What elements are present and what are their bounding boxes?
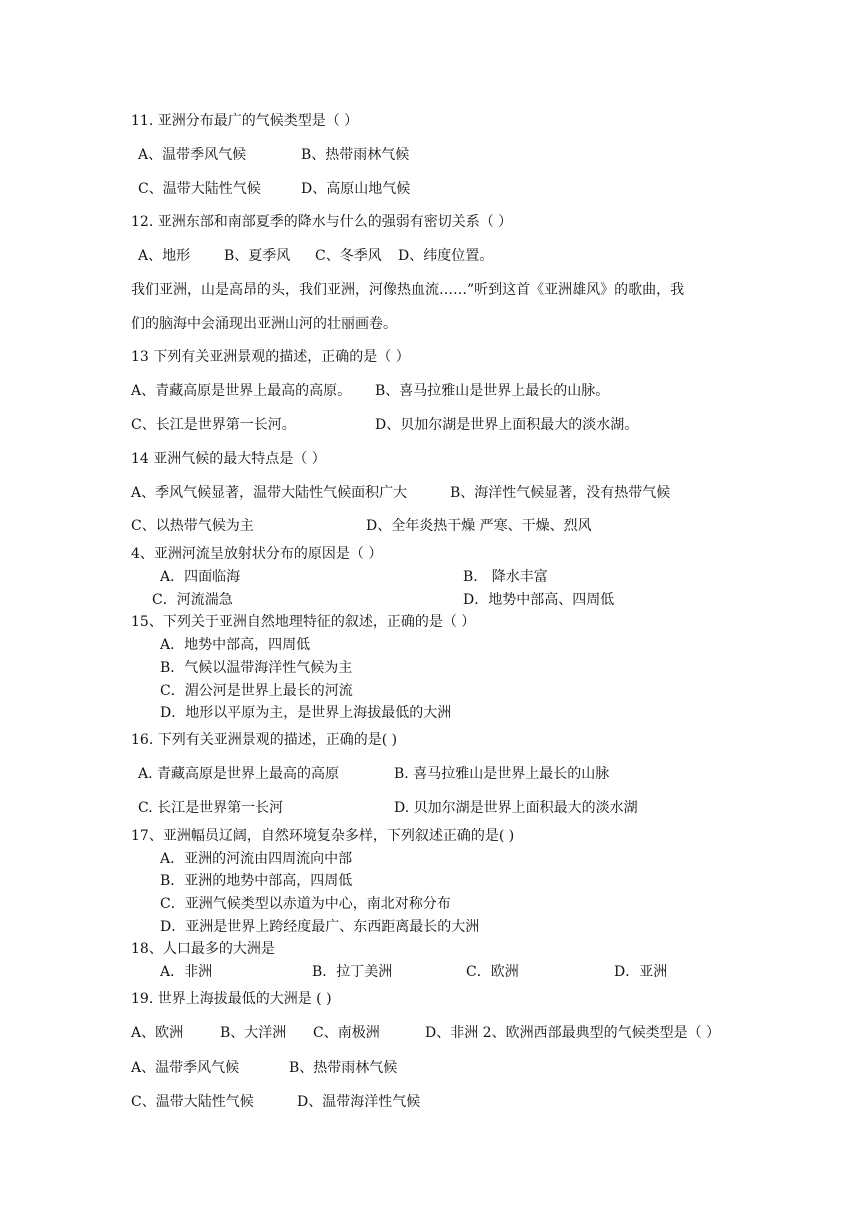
question-15-option-b: B．气候以温带海洋性气候为主: [160, 660, 353, 676]
question-11-option-d: D、高原山地气候: [301, 181, 411, 197]
question-15-option-d: D．地形以平原为主，是世界上海拔最低的大洲: [160, 705, 452, 721]
question-19-option-a: A、欧洲: [131, 1025, 184, 1041]
question-19-stem: 19. 世界上海拔最低的大洲是 ( ): [131, 991, 332, 1007]
passage-line-2: 们的脑海中会涌现出亚洲山河的壮丽画卷。: [131, 316, 397, 332]
question-18-option-c: C．欧洲: [466, 964, 519, 980]
question-11-option-a: A、温带季风气候: [138, 147, 247, 163]
question-12-option-a: A、地形: [138, 248, 191, 264]
question-18-option-b: B．拉丁美洲: [312, 964, 393, 980]
question-16-option-b: B. 喜马拉雅山是世界上最长的山脉: [394, 766, 610, 782]
question-18-option-d: D．亚洲: [614, 964, 668, 980]
question-2-option-b: B、热带雨林气候: [289, 1060, 398, 1076]
question-13-option-c: C、长江是世界第一长河。: [131, 417, 296, 433]
question-17-option-b: B．亚洲的地势中部高，四周低: [160, 873, 353, 889]
question-16-option-d: D. 贝加尔湖是世界上面积最大的淡水湖: [394, 800, 638, 816]
question-11-stem: 11. 亚洲分布最广的气候类型是（ ）: [131, 113, 359, 129]
question-17-option-d: D．亚洲是世界上跨经度最广、东西距离最长的大洲: [160, 919, 480, 935]
question-16-stem: 16. 下列有关亚洲景观的描述，正确的是( ): [131, 732, 398, 748]
question-18-option-a: A．非洲: [160, 964, 213, 980]
question-17-stem: 17、亚洲幅员辽阔，自然环境复杂多样，下列叙述正确的是( ): [131, 828, 515, 844]
question-16-option-a: A. 青藏高原是世界上最高的高原: [138, 766, 340, 782]
question-11-option-b: B、热带雨林气候: [301, 147, 410, 163]
passage-line-1: 我们亚洲，山是高昂的头，我们亚洲，河像热血流……”听到这首《亚洲雄风》的歌曲，我: [131, 282, 685, 298]
question-14-stem: 14 亚洲气候的最大特点是（ ）: [131, 451, 326, 467]
question-11-option-c: C、温带大陆性气候: [138, 181, 261, 197]
question-14-option-b: B、海洋性气候显著，没有热带气候: [450, 485, 671, 501]
question-13-stem: 13 下列有关亚洲景观的描述，正确的是（ ）: [131, 349, 410, 365]
question-4-option-d: D．地势中部高、四周低: [463, 592, 615, 608]
question-2-option-c: C、温带大陆性气候: [131, 1094, 254, 1110]
question-13-option-b: B、喜马拉雅山是世界上最长的山脉。: [375, 383, 610, 399]
question-18-stem: 18、人口最多的大洲是: [131, 941, 275, 957]
question-13-option-d: D、贝加尔湖是世界上面积最大的淡水湖。: [375, 417, 639, 433]
question-15-stem: 15、下列关于亚洲自然地理特征的叙述，正确的是（ ）: [131, 614, 476, 630]
question-4-option-a: A．四面临海: [160, 569, 241, 585]
question-17-option-a: A．亚洲的河流由四周流向中部: [160, 851, 353, 867]
question-4-option-b: B． 降水丰富: [463, 569, 548, 585]
question-16-option-c: C. 长江是世界第一长河: [138, 800, 284, 816]
question-14-option-c: C、以热带气候为主: [131, 518, 254, 534]
question-14-option-a: A、季风气候显著，温带大陆性气候面积广大: [131, 485, 408, 501]
question-12-option-b: B、夏季风: [224, 248, 291, 264]
question-19-option-d: D、非洲 2、欧洲西部最典型的气候类型是（ ）: [425, 1025, 721, 1041]
question-19-option-b: B、大洋洲: [220, 1025, 287, 1041]
question-15-option-c: C．湄公河是世界上最长的河流: [160, 683, 353, 699]
question-12-stem: 12. 亚洲东部和南部夏季的降水与什么的强弱有密切关系（ ）: [131, 214, 513, 230]
question-12-option-c: C、冬季风: [315, 248, 382, 264]
question-4-stem: 4、亚洲河流呈放射状分布的原因是（ ）: [131, 546, 383, 562]
question-2-option-d: D、温带海洋性气候: [297, 1094, 421, 1110]
question-13-option-a: A、青藏高原是世界上最高的高原。: [131, 383, 352, 399]
question-4-option-c: C．河流湍急: [152, 592, 233, 608]
question-15-option-a: A．地势中部高，四周低: [160, 637, 311, 653]
question-14-option-d: D、全年炎热干燥 严寒、干燥、烈风: [366, 518, 592, 534]
question-17-option-c: C．亚洲气候类型以赤道为中心，南北对称分布: [160, 896, 451, 912]
question-19-option-c: C、南极洲: [313, 1025, 380, 1041]
question-12-option-d: D、纬度位置。: [398, 248, 494, 264]
question-2-option-a: A、温带季风气候: [131, 1060, 240, 1076]
